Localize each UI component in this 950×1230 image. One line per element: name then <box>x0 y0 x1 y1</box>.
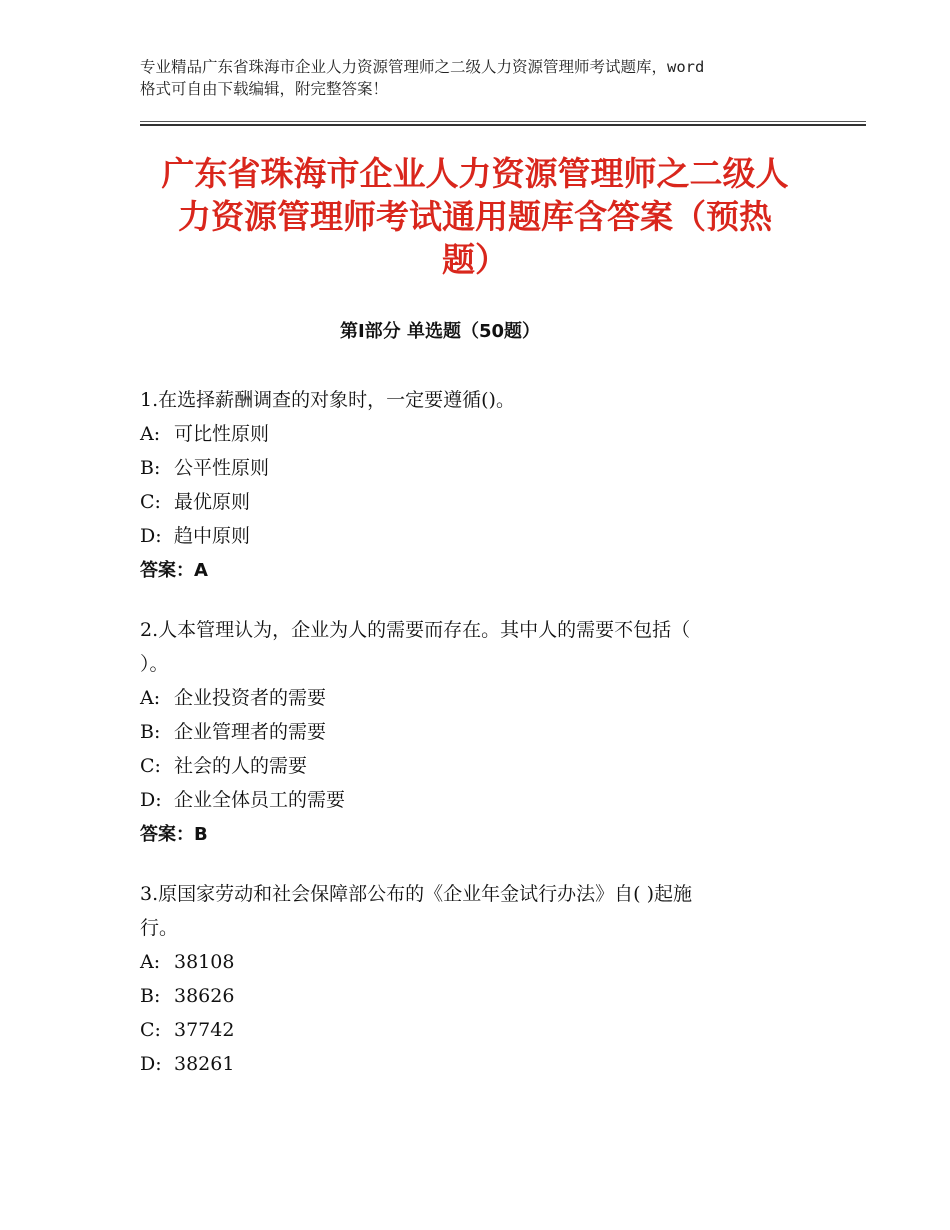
header-divider-top <box>140 121 866 122</box>
option-letter: A: <box>140 687 161 709</box>
option-d <box>140 519 830 553</box>
header-note-line-1: 专业精品广东省珠海市企业人力资源管理师之二级人力资源管理师考试题库，word <box>140 58 705 76</box>
option-a <box>140 417 830 451</box>
question-stem: 2.人本管理认为，企业为人的需要而存在。其中人的需要不包括（ <box>140 619 691 641</box>
option-text: 社会的人的需要 <box>174 755 308 777</box>
option-text: 可比性原则 <box>174 423 270 445</box>
option-a <box>140 681 830 715</box>
question-stem: 3.原国家劳动和社会保障部公布的《企业年金试行办法》自( )起施 <box>140 883 692 905</box>
title-line-1: 广东省珠海市企业人力资源管理师之二级人 <box>161 154 789 193</box>
option-c <box>140 485 830 519</box>
answer-label: 答案：A <box>140 560 208 581</box>
option-letter: B: <box>140 721 161 743</box>
option-text: 公平性原则 <box>174 457 270 479</box>
option-a <box>140 945 830 979</box>
option-d <box>140 783 830 817</box>
option-letter: C: <box>140 1019 161 1041</box>
header-note-line-2: 格式可自由下载编辑，附完整答案！ <box>140 80 389 98</box>
option-letter: C: <box>140 491 161 513</box>
option-letter: B: <box>140 985 161 1007</box>
header-note <box>140 56 830 100</box>
option-c <box>140 749 830 783</box>
option-b <box>140 715 830 749</box>
option-letter: D: <box>140 789 162 811</box>
option-text: 最优原则 <box>174 491 251 513</box>
question-stem-continued: ）。 <box>140 653 169 675</box>
option-b <box>140 979 830 1013</box>
option-text: 37742 <box>174 1019 235 1041</box>
document-title <box>130 152 820 281</box>
title-line-3: 题） <box>442 240 508 279</box>
question-list <box>140 383 830 1106</box>
option-text: 企业投资者的需要 <box>174 687 327 709</box>
option-b <box>140 451 830 485</box>
answer-label: 答案：B <box>140 824 208 845</box>
option-text: 趋中原则 <box>174 525 251 547</box>
question-1 <box>140 383 830 588</box>
title-line-2: 力资源管理师考试通用题库含答案（预热 <box>178 197 772 236</box>
option-text: 38261 <box>174 1053 235 1075</box>
question-stem-continued: 行。 <box>140 917 179 939</box>
option-text: 企业全体员工的需要 <box>174 789 346 811</box>
option-text: 38626 <box>174 985 235 1007</box>
option-d <box>140 1047 830 1081</box>
question-stem: 1.在选择薪酬调查的对象时，一定要遵循()。 <box>140 389 515 411</box>
option-letter: C: <box>140 755 161 777</box>
option-text: 38108 <box>174 951 235 973</box>
option-c <box>140 1013 830 1047</box>
option-letter: A: <box>140 951 161 973</box>
option-text: 企业管理者的需要 <box>174 721 327 743</box>
header-divider-bottom <box>140 124 866 126</box>
section-heading: 第Ⅰ部分 单选题（50题） <box>339 321 540 342</box>
question-2 <box>140 613 830 852</box>
option-letter: B: <box>140 457 161 479</box>
question-3 <box>140 877 830 1081</box>
option-letter: D: <box>140 1053 162 1075</box>
option-letter: A: <box>140 423 161 445</box>
option-letter: D: <box>140 525 162 547</box>
